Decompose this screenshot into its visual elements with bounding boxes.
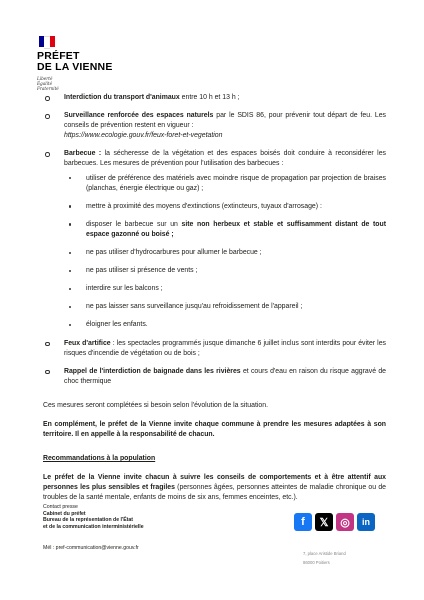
rule-text: disposer le barbecue sur un: [86, 220, 182, 228]
measure-title: Interdiction du transport d'animaux: [64, 94, 180, 101]
list-item: mettre à proximité des moyens d'extinctions (extincteurs, tuyaux d'arrosage) :: [64, 202, 386, 212]
motto: [37, 76, 127, 92]
logo-line1: PRÉFET: [37, 50, 80, 62]
measure-text: et cours d'eau en raison du risque aggravé de choc thermique: [64, 367, 386, 385]
list-item: ne pas utiliser d'hydrocarbures pour allumer le barbecue ;: [64, 248, 386, 258]
contact-email[interactable]: Mél : pref-communication@vienne.gouv.fr: [43, 545, 139, 551]
list-item: [64, 220, 386, 240]
press-contact: [43, 504, 144, 530]
contact-line2: Bureau de la représentation de l'État: [43, 517, 134, 524]
measure-title: Rappel de l'interdiction de baignade dans les rivières: [64, 367, 241, 375]
recommendations-paragraph: [43, 473, 386, 503]
complement-text: En complément, le préfet de la Vienne invite chaque commune à prendre les mesures adaptées à son territoire. Il en appelle à la responsabilité de chacun.: [43, 420, 386, 439]
contact-line1: Cabinet du préfet: [43, 510, 86, 517]
facebook-icon[interactable]: f: [294, 513, 312, 531]
x-icon[interactable]: 𝕏: [315, 513, 333, 531]
contact-line3: et de la communication interministérielle: [43, 523, 144, 530]
recommendations-emphasis: Le préfet de la Vienne invite chacun à suivre les conseils de comportements et à être attentif aux personnes les plus sensibles et fragiles: [43, 474, 386, 492]
measure-text: entre 10 h et 13 h ;: [179, 94, 240, 101]
recommendations-text: (personnes âgées, personnes atteintes de maladie chronique ou de troubles de la santé mentale, enfants de moins de six ans, femmes enceintes, etc.).: [43, 484, 386, 502]
address-line1: 7, place Aristide Briand: [303, 551, 346, 556]
motto-fraternite: Fraternité: [37, 86, 59, 92]
list-item: [43, 149, 386, 330]
motto-liberte: Liberté: [37, 76, 53, 81]
measure-title: Barbecue :: [64, 150, 102, 158]
measures-list: [43, 93, 386, 387]
list-item: ne pas utiliser si présence de vents ;: [64, 266, 386, 276]
prefecture-address: [303, 549, 346, 567]
list-item: ne pas laisser sans surveillance jusqu'au refroidissement de l'appareil ;: [64, 302, 386, 312]
recommendations-title: Recommandations à la population: [43, 455, 156, 463]
measure-text: par le SDIS 86, pour prévenir tout départ de feu. Les conseils de prévention restent en vigueur :: [64, 112, 386, 130]
linkedin-icon[interactable]: in: [357, 513, 375, 531]
measure-title: Feux d'artifice: [64, 339, 111, 347]
document-body: [43, 93, 386, 504]
prefecture-logo: [37, 36, 127, 92]
logo-line2: DE LA VIENNE: [37, 61, 113, 73]
list-item: interdire sur les balcons ;: [64, 284, 386, 294]
complement-paragraph: [43, 420, 386, 440]
list-item: [43, 367, 386, 387]
rule-emphasis: site non herbeux et stable et suffisamment distant de tout espace gazonné ou boisé ;: [86, 220, 387, 238]
social-links: [294, 513, 375, 531]
list-item: utiliser de préférence des matériels avec moindre risque de propagation par projection de braises (planchas, énergie électrique ou gaz) ;: [64, 174, 386, 194]
completion-paragraph: Ces mesures seront complétées si besoin selon l'évolution de la situation.: [43, 401, 268, 409]
list-item: [43, 339, 386, 359]
list-item: éloigner les enfants.: [64, 320, 386, 330]
measure-title: Surveillance renforcée des espaces naturels: [64, 112, 214, 120]
motto-egalite: Égalité: [37, 81, 53, 87]
list-item: [43, 93, 386, 103]
measure-text: : les spectacles programmés jusque dimanche 6 juillet inclus sont interdits pour éviter les risques d'incendie de végétation ou de bois ;: [64, 339, 386, 357]
list-item: [43, 111, 386, 141]
instagram-icon[interactable]: ◎: [336, 513, 354, 531]
contact-label: Contact presse: [43, 504, 78, 510]
ecologie-link[interactable]: https://www.ecologie.gouv.fr/feux-foret-et-vegetation: [64, 132, 223, 140]
measure-text: la sécheresse de la végétation et des espaces boisés doit conduire à reconsidérer les barbecues. Les mesures de prévention pour l'utilisation des barbecues :: [64, 150, 386, 168]
republic-flag-icon: [39, 36, 55, 47]
address-line2: 86000 Poitiers: [303, 560, 330, 565]
barbecue-rules-list: [64, 174, 386, 331]
